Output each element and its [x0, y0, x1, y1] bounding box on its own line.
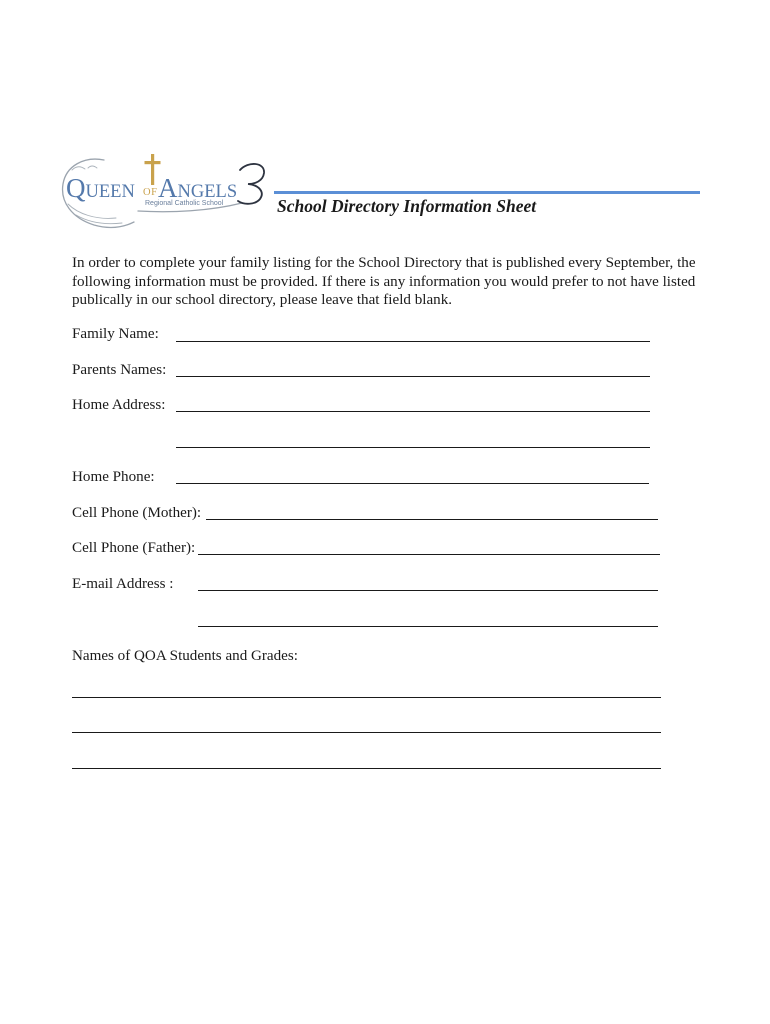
home-address-label: Home Address: — [72, 397, 166, 413]
logo-word-of: OF — [143, 186, 158, 198]
student-entry-field[interactable] — [72, 681, 661, 698]
home-phone-label: Home Phone: — [72, 469, 155, 485]
student-entry-field[interactable] — [72, 752, 661, 769]
intro-line: publically in our school directory, please leave that field blank. — [72, 292, 453, 308]
cell-phone-father-field[interactable] — [198, 538, 660, 555]
cross-horizontal-bar — [145, 161, 161, 164]
intro-line: following information must be provided. If there is any information you would prefer to not have listed — [72, 273, 696, 290]
intro-paragraph — [72, 254, 696, 310]
document-title: School Directory Information Sheet — [277, 196, 537, 216]
intro-line: In order to complete your family listing for the School Directory that is published every September, the — [72, 255, 696, 271]
halo-icon — [72, 166, 97, 170]
wing-feather-icon — [68, 204, 122, 224]
email-address-label: E-mail Address : — [72, 576, 174, 592]
cell-phone-father-label: Cell Phone (Father): — [72, 540, 196, 556]
student-entry-field[interactable] — [72, 716, 661, 733]
school-logo — [60, 150, 270, 232]
family-name-label: Family Name: — [72, 326, 159, 342]
logo-word-queen: QUEEN — [66, 173, 135, 203]
scroll-flourish-icon — [238, 164, 264, 204]
logo-subtitle: Regional Catholic School — [145, 199, 224, 207]
cell-phone-mother-label: Cell Phone (Mother): — [72, 505, 202, 521]
home-address-field-line-2[interactable] — [176, 431, 650, 448]
students-grades-label: Names of QOA Students and Grades: — [72, 648, 298, 664]
logo-word-angels: ANGELS — [158, 173, 238, 203]
home-phone-field[interactable] — [176, 467, 649, 484]
email-address-field-line-1[interactable] — [198, 574, 658, 591]
family-name-field[interactable] — [176, 325, 650, 342]
email-address-field-line-2[interactable] — [198, 610, 658, 627]
parents-names-field[interactable] — [176, 360, 650, 377]
cell-phone-mother-field[interactable] — [206, 503, 658, 520]
home-address-field-line-1[interactable] — [176, 395, 650, 412]
cross-vertical-bar — [151, 154, 154, 185]
parents-names-label: Parents Names: — [72, 362, 167, 378]
header-rule — [274, 191, 700, 194]
